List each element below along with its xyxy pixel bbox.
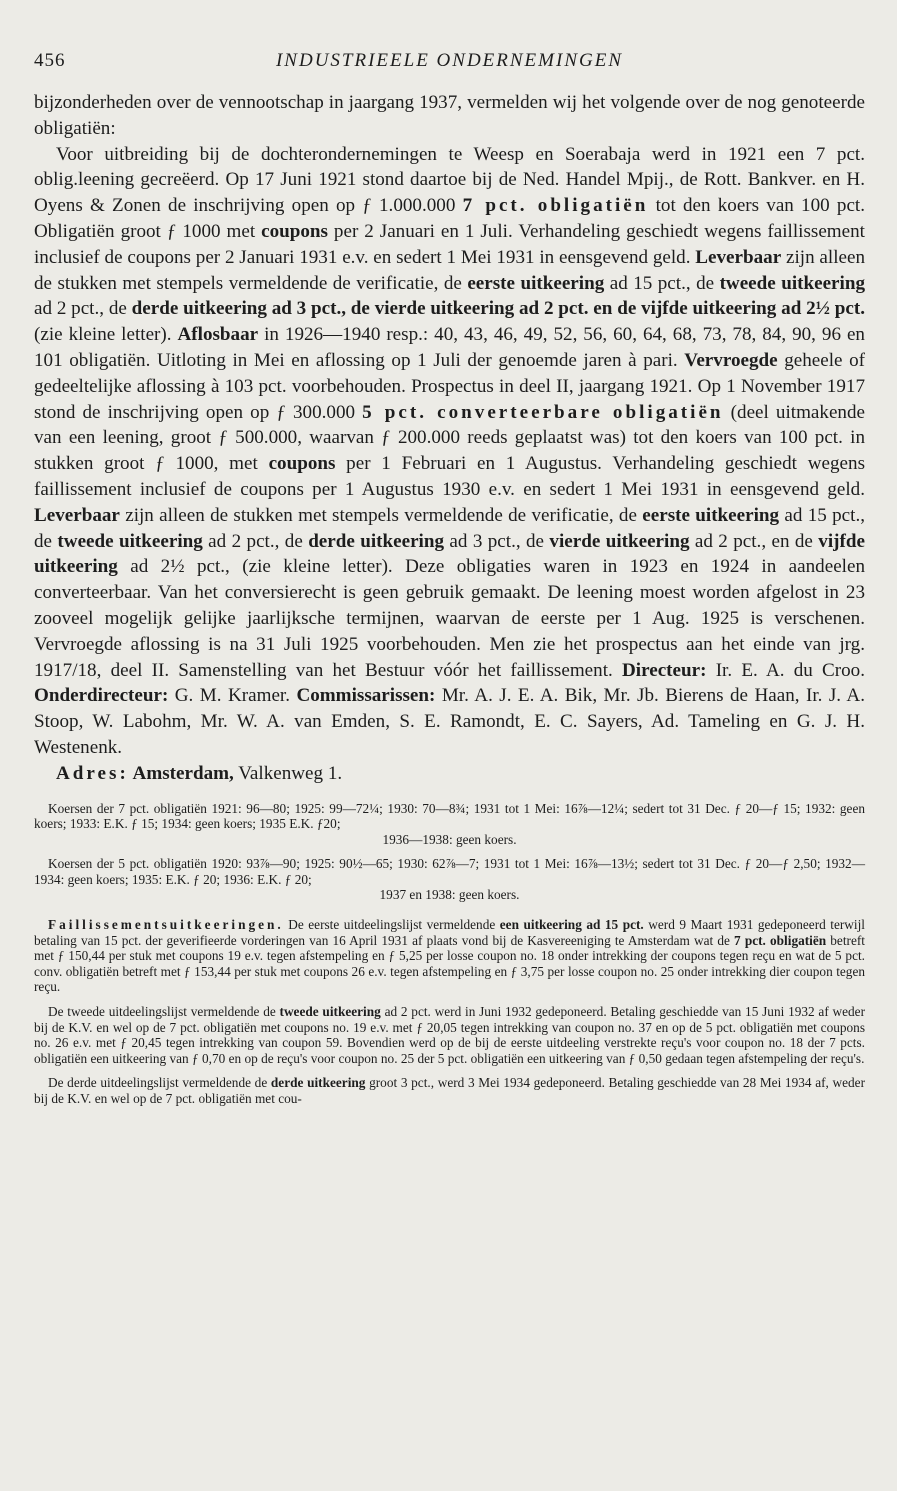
koersen-7pct: Koersen der 7 pct. obligatiën 1921: 96—80; 1925: 99—72¼; 1930: 70—8¾; 1931 tot 1 Mei: 16⅞—12¼; sedert tot 31 Dec. ƒ 20—ƒ 15; 1932: geen koers; 1933: E.K. ƒ 15; 1934: geen koers; 1935 E.K. ƒ20; (34, 800, 865, 832)
paragraph-obligations: Voor uitbreiding bij de dochterondernemingen te Weesp en Soerabaja werd in 1921 een 7 pct. oblig.leening gecreëerd. Op 17 Juni 1921 stond daartoe bij de Ned. Handel Mpij., de Rott. Bankver. en H. Oyens & Zonen de inschrijving open op ƒ 1.000.000 7 pct. obligatiën tot den koers van 100 pct. Obligatiën groot ƒ 1000 met coupons per 2 Januari en 1 Juli. Verhandeling geschiedt wegens faillissement inclusief de coupons per 2 Januari 1931 e.v. en sedert 1 Mei 1931 in eensgevend geld. Leverbaar zijn alleen de stukken met stempels vermeldende de verificatie, de eerste uitkeering ad 15 pct., de tweede uitkeering ad 2 pct., de derde uitkeering ad 3 pct., de vierde uitkeering ad 2 pct. en de vijfde uitkeering ad 2½ pct. (zie kleine letter). Aflosbaar in 1926—1940 resp.: 40, 43, 46, 49, 52, 56, 60, 64, 68, 73, 78, 84, 90, 96 en 101 obligatiën. Uitloting in Mei en aflossing op 1 Juli der genoemde jaren à pari. Vervroegde geheele of gedeeltelijke aflossing à 103 pct. voorbehouden. Prospectus in deel II, jaargang 1921. Op 1 November 1917 stond de inschrijving open op ƒ 300.000 5 pct. converteerbare obligatiën (deel uitmakende van een leening, groot ƒ 500.000, waarvan ƒ 200.000 reeds geplaatst was) tot den koers van 100 pct. in stukken groot ƒ 1000, met coupons per 1 Februari en 1 Augustus. Verhandeling geschiedt wegens faillissement inclusief de coupons per 1 Augustus 1930 e.v. en sedert 1 Mei 1931 in eensgevend geld. Leverbaar zijn alleen de stukken met stempels vermeldende de verificatie, de eerste uitkeering ad 15 pct., de tweede uitkeering ad 2 pct., de derde uitkeering ad 3 pct., de vierde uitkeering ad 2 pct., en de vijfde uitkeering ad 2½ pct., (zie kleine letter). Deze obligaties waren in 1923 en 1924 in aandeelen converteerbaar. Van het conversierecht is geen gebruik gemaakt. De leening moest worden afgelost in 23 zooveel mogelijk gelijke jaarlijksche termijnen, waarvan de eerste per 1 Aug. 1925 is verschenen. Vervroegde aflossing is na 31 Juli 1925 voorbehouden. Men zie het prospectus aan het einde van jrg. 1917/18, deel II. Samenstelling van het Bestuur vóór het faillissement. Directeur: Ir. E. A. du Croo. Onderdirecteur: G. M. Kramer. Commissarissen: Mr. A. J. E. A. Bik, Mr. Jb. Bierens de Haan, Ir. J. A. Stoop, W. Labohm, Mr. W. A. van Emden, S. E. Ramondt, E. C. Sayers, Ad. Tameling en G. J. H. Westenenk. (34, 143, 866, 758)
koersen-5pct-end: 1937 en 1938: geen koers. (379, 887, 520, 903)
koersen-7pct-end: 1936—1938: geen koers. (382, 831, 517, 847)
faillissement-eerste: Faillissementsuitkeeringen. De eerste uitdeelingslijst vermeldende een uitkeering ad 15 pct. werd 9 Maart 1931 gedeponeerd terwijl betaling van 15 pct. der geverifieerde vorderingen van 16 April 1931 af plaats vond bij de Kasvereeniging te Amsterdam wat de 7 pct. obligatiën betreft met ƒ 150,44 per stuk met coupons 19 e.v. tegen afstempeling en ƒ 5,25 per losse coupon no. 18 onder intrekking der coupons tegen reçu en wat de 5 pct. conv. obligatiën betreft met ƒ 153,44 per stuk met coupons 26 e.v. tegen afstempeling en ƒ 3,75 per losse coupon no. 25 onder intrekking dier coupon tegen reçu. (34, 917, 865, 995)
faillissement-tweede: De tweede uitdeelingslijst vermeldende de tweede uitkeering ad 2 pct. werd in Juni 1932 gedeponeerd. Betaling geschiedde van 15 Juni 1932 af weder bij de K.V. en wel op de 7 pct. obligatiën met coupons no. 19 e.v. met ƒ 20,05 tegen intrekking van coupon no. 37 en op de 5 pct. obligatiën met coupons no. 26 e.v. met ƒ 20,45 tegen intrekking van coupon 59. Bovendien werd op de bij de eerste uitdeeling verstrekte reçu's voor coupon no. 18 der 7 pcts. obligatiën een uitkeering van ƒ 0,70 en op de reçu's voor coupon no. 25 der 5 pct. obligatiën een uitkeering van ƒ 0,50 gedaan tegen afstempeling der reçu's. (34, 1004, 866, 1066)
address-line: Adres: Amsterdam, Valkenweg 1. (56, 762, 343, 784)
main-text (34, 90, 865, 787)
paragraph-intro: bijzonderheden over de vennootschap in jaargang 1937, vermelden wij het volgende over de nog genoteerde obligatiën: (34, 92, 865, 139)
running-title: INDUSTRIEELE ONDERNEMINGEN (275, 50, 623, 71)
small-print (34, 801, 865, 1107)
page-number: 456 (34, 50, 66, 71)
page-header (34, 50, 865, 90)
koersen-5pct: Koersen der 5 pct. obligatiën 1920: 93⅞—90; 1925: 90½—65; 1930: 62⅞—7; 1931 tot 1 Mei: 16⅞—13½; sedert tot 31 Dec. ƒ 20—ƒ 2,50; 1932—1934: geen koers; 1935: E.K. ƒ 20; 1936: E.K. ƒ 20; (34, 856, 865, 887)
faillissement-derde: De derde uitdeelingslijst vermeldende de derde uitkeering groot 3 pct., werd 3 Mei 1934 gedeponeerd. Betaling geschiedde van 28 Mei 1934 af, weder bij de K.V. en wel op de 7 pct. obligatiën met cou- (34, 1075, 866, 1107)
